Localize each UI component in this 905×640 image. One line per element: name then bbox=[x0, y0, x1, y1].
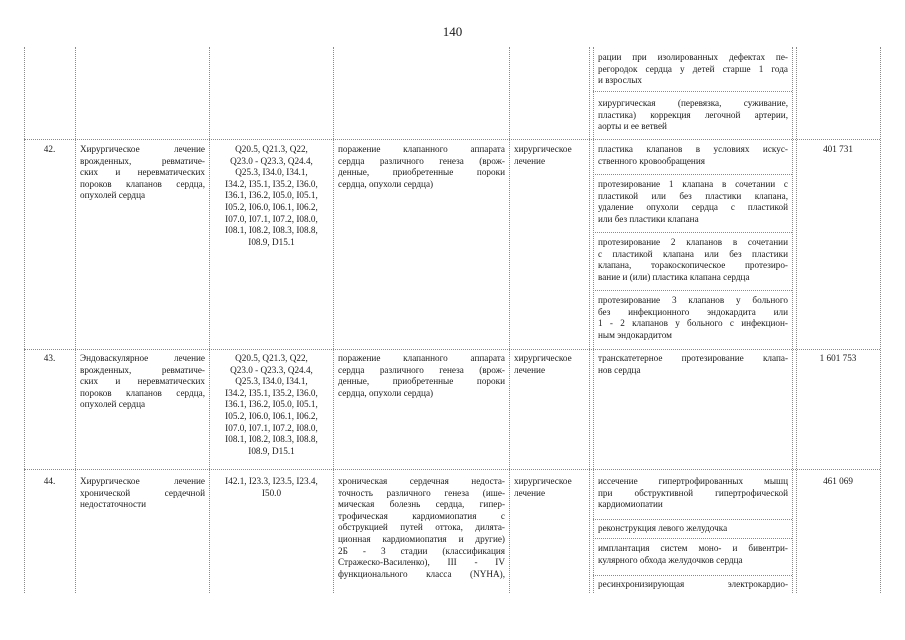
text-line: опухолей сердца bbox=[80, 190, 146, 201]
text-line: сердца различного генеза (врож- bbox=[338, 155, 505, 166]
text-line: Q25.3, I34.0, I34.1, bbox=[235, 376, 308, 387]
text-line: хирургическое bbox=[514, 144, 572, 154]
text-line: I07.0, I07.1, I07.2, I08.0, bbox=[225, 213, 318, 224]
text-line: аорты и ее ветвей bbox=[598, 121, 667, 132]
method-cell-border bbox=[593, 174, 792, 175]
text-line: хирургическое bbox=[514, 353, 572, 363]
column-border bbox=[24, 47, 25, 593]
text-line: Q25.3, I34.0, I34.1, bbox=[235, 167, 308, 178]
text-line: I05.2, I06.0, I06.1, I06.2, bbox=[225, 410, 318, 421]
text-line: кулярного обхода желудочков сердца bbox=[598, 554, 743, 565]
text-line: пластика клапанов в условиях искус- bbox=[598, 144, 788, 154]
row-border bbox=[24, 469, 880, 470]
row-border bbox=[24, 139, 880, 140]
text-line: без инфекционного эндокардита или bbox=[598, 306, 788, 317]
text-line: точность различного генеза (ише- bbox=[338, 487, 505, 498]
text-line: пластика) коррекция легочной артерии, bbox=[598, 109, 788, 120]
text-line: опухолей сердца bbox=[80, 399, 146, 410]
icd-codes-cell bbox=[212, 144, 331, 248]
text-line: лечение bbox=[514, 487, 546, 498]
text-line: ственного кровообращения bbox=[598, 155, 705, 166]
text-line: I42.1, I23.3, I23.5, I23.4, bbox=[225, 476, 318, 486]
method-cell bbox=[598, 98, 788, 133]
text-line: кардиомиопатии bbox=[598, 499, 663, 510]
text-line: сердца различного генеза (врож- bbox=[338, 364, 505, 375]
text-line: пороков клапанов сердца, bbox=[80, 387, 205, 398]
text-line: Стражеско-Василенко), III - IV bbox=[338, 557, 505, 568]
treatment-name-cell bbox=[80, 144, 205, 202]
text-line: лечение bbox=[514, 155, 546, 166]
treatment-name-cell bbox=[80, 476, 205, 511]
method-cell bbox=[598, 179, 788, 225]
treatment-type-cell bbox=[514, 476, 588, 499]
text-line: Q23.0 - Q23.3, Q24.4, bbox=[230, 364, 313, 375]
text-line: I08.1, I08.2, I08.3, I08.8, bbox=[225, 225, 318, 236]
text-line: реконструкция левого желудочка bbox=[598, 523, 728, 533]
text-line: ционная кардиомиопатия и другие) bbox=[338, 533, 505, 544]
column-border bbox=[792, 47, 793, 593]
text-line: I05.2, I06.0, I06.1, I06.2, bbox=[225, 201, 318, 212]
text-line: удаление опухоли сердца с пластикой bbox=[598, 202, 788, 213]
method-cell-border bbox=[593, 575, 792, 576]
text-line: ских и неревматических bbox=[80, 167, 205, 178]
text-line: денные, приобретенные пороки bbox=[338, 167, 505, 178]
column-border bbox=[589, 47, 590, 593]
text-line: с пластикой клапана или без пластики bbox=[598, 248, 788, 259]
column-border bbox=[880, 47, 881, 593]
text-line: сердца, опухоли сердца) bbox=[338, 387, 434, 398]
row-number: 43. bbox=[43, 353, 56, 363]
row-number: 42. bbox=[43, 144, 56, 154]
icd-codes-cell bbox=[212, 476, 331, 499]
column-border bbox=[75, 47, 76, 593]
text-line: хирургическое bbox=[514, 476, 572, 486]
text-line: Q23.0 - Q23.3, Q24.4, bbox=[230, 155, 313, 166]
cost-cell: 401 731 bbox=[823, 144, 853, 154]
text-line: I07.0, I07.1, I07.2, I08.0, bbox=[225, 422, 318, 433]
text-line: сердца, опухоли сердца) bbox=[338, 178, 434, 189]
text-line: ских и неревматических bbox=[80, 376, 205, 387]
text-line: I08.9, D15.1 bbox=[248, 445, 295, 456]
text-line: I36.1, I36.2, I05.0, I05.1, bbox=[225, 399, 318, 410]
text-line: транскатетерное протезирование клапа- bbox=[598, 353, 788, 363]
cost-cell: 461 069 bbox=[823, 476, 853, 486]
icd-codes-cell bbox=[212, 353, 331, 457]
text-line: вание и (или) пластика клапана сердца bbox=[598, 271, 750, 282]
text-line: трофическая кардиомиопатия с bbox=[338, 510, 505, 521]
text-line: протезирование 3 клапанов у больного bbox=[598, 295, 788, 305]
method-cell bbox=[598, 353, 788, 376]
text-line: хирургическая (перевязка, суживание, bbox=[598, 98, 788, 108]
text-line: пластикой или без пластики клапана, bbox=[598, 190, 788, 201]
text-line: Хирургическое лечение bbox=[80, 476, 205, 486]
text-line: протезирование 1 клапана в сочетании с bbox=[598, 179, 788, 189]
text-line: 1 - 2 клапанов у больного с инфекцион- bbox=[598, 318, 788, 329]
text-line: пороков клапанов сердца, bbox=[80, 178, 205, 189]
text-line: I36.1, I36.2, I05.0, I05.1, bbox=[225, 190, 318, 201]
text-line: имплантация систем моно- и бивентри- bbox=[598, 543, 788, 553]
method-cell-border bbox=[593, 290, 792, 291]
text-line: ным эндокардитом bbox=[598, 329, 672, 340]
treatment-type-cell bbox=[514, 353, 588, 376]
method-cell bbox=[598, 543, 788, 566]
text-line: недостаточности bbox=[80, 499, 147, 510]
text-line: денные, приобретенные пороки bbox=[338, 376, 505, 387]
text-line: I08.9, D15.1 bbox=[248, 236, 295, 247]
text-line: хронической сердечной bbox=[80, 487, 205, 498]
text-line: Хирургическое лечение bbox=[80, 144, 205, 154]
text-line: Q20.5, Q21.3, Q22, bbox=[235, 144, 308, 154]
text-line: Q20.5, Q21.3, Q22, bbox=[235, 353, 308, 363]
method-cell bbox=[598, 523, 788, 535]
text-line: 2Б - 3 стадии (классификация bbox=[338, 545, 505, 556]
text-line: I34.2, I35.1, I35.2, I36.0, bbox=[225, 178, 318, 189]
method-cell-border bbox=[593, 232, 792, 233]
method-cell-border bbox=[593, 538, 792, 539]
text-line: поражение клапанного аппарата bbox=[338, 353, 505, 363]
method-cell bbox=[598, 52, 788, 87]
text-line: лечение bbox=[514, 364, 546, 375]
treatment-type-cell bbox=[514, 144, 588, 167]
patient-model-cell bbox=[338, 144, 505, 190]
method-cell bbox=[598, 295, 788, 341]
text-line: при обструктивной гипертрофической bbox=[598, 487, 788, 498]
text-line: и взрослых bbox=[598, 75, 643, 86]
method-cell bbox=[598, 237, 788, 283]
text-line: Эндоваскулярное лечение bbox=[80, 353, 205, 363]
method-cell bbox=[598, 476, 788, 511]
text-line: клапана, торакоскопическое протезиро- bbox=[598, 260, 788, 271]
column-border bbox=[593, 47, 594, 593]
text-line: функционального класса (NYHA), bbox=[338, 568, 505, 579]
text-line: протезирование 2 клапанов в сочетании bbox=[598, 237, 788, 247]
text-line: ресинхронизирующая электрокардио- bbox=[598, 579, 788, 589]
text-line: или без пластики клапана bbox=[598, 213, 699, 224]
text-line: I50.0 bbox=[261, 487, 282, 498]
text-line: поражение клапанного аппарата bbox=[338, 144, 505, 154]
text-line: обструкцией путей оттока, дилята- bbox=[338, 522, 505, 533]
text-line: нов сердца bbox=[598, 364, 641, 375]
text-line: врожденных, ревматиче- bbox=[80, 364, 205, 375]
text-line: иссечение гипертрофированных мышц bbox=[598, 476, 788, 486]
column-border bbox=[333, 47, 334, 593]
page-number: 140 bbox=[442, 24, 463, 39]
column-border bbox=[509, 47, 510, 593]
text-line: мическая болезнь сердца, гипер- bbox=[338, 499, 505, 510]
method-cell-border bbox=[593, 91, 792, 92]
text-line: врожденных, ревматиче- bbox=[80, 155, 205, 166]
patient-model-cell bbox=[338, 476, 505, 580]
patient-model-cell bbox=[338, 353, 505, 399]
method-cell bbox=[598, 144, 788, 167]
treatment-name-cell bbox=[80, 353, 205, 411]
row-border bbox=[24, 349, 880, 350]
column-border bbox=[796, 47, 797, 593]
method-cell bbox=[598, 579, 788, 591]
text-line: регородок сердца у детей старше 1 года bbox=[598, 63, 788, 74]
text-line: рации при изолированных дефектах пе- bbox=[598, 52, 788, 62]
text-line: I08.1, I08.2, I08.3, I08.8, bbox=[225, 434, 318, 445]
method-cell-border bbox=[593, 519, 792, 520]
text-line: хроническая сердечная недоста- bbox=[338, 476, 505, 486]
text-line: I34.2, I35.1, I35.2, I36.0, bbox=[225, 387, 318, 398]
row-number: 44. bbox=[43, 476, 56, 486]
cost-cell: 1 601 753 bbox=[819, 353, 857, 363]
column-border bbox=[209, 47, 210, 593]
